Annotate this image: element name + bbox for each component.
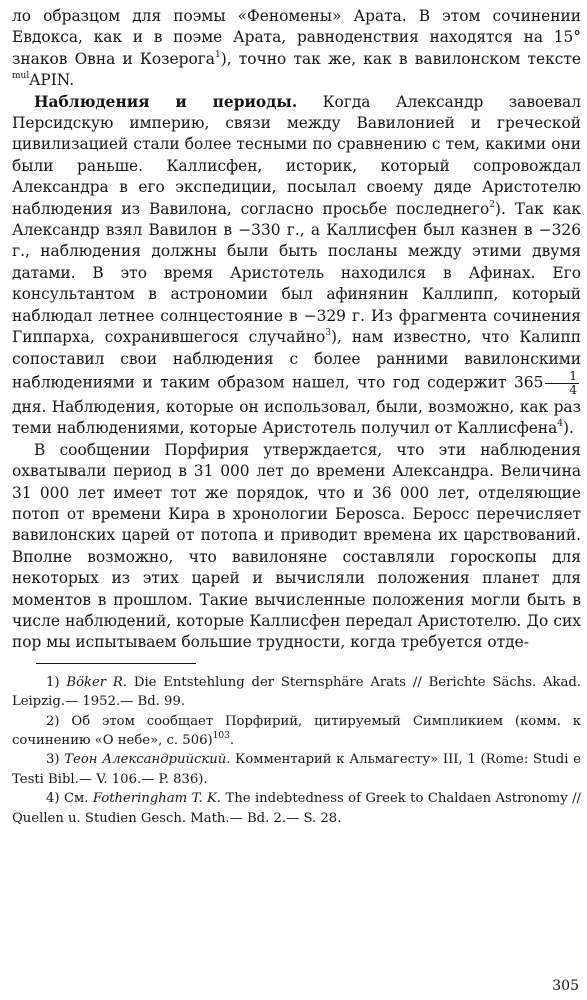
- main-text: [12, 6, 581, 654]
- footnote-ref: 2: [489, 199, 495, 210]
- section-heading: Наблюдения и периоды.: [34, 92, 298, 111]
- text-run: ), точно так же, как в вавилонском тексте: [220, 49, 581, 68]
- footnote-text: Об этом сообщает Порфирий, цитируемый Симпликием (комм. к сочинению «О небе», с. 506): [12, 713, 581, 748]
- footnote-text: .: [229, 733, 235, 748]
- footnote-author: Fotheringham T. K.: [92, 791, 222, 807]
- text-run: дня. Наблюдения, которые он использовал, были, возможно, как раз теми наблюдениями, которые Аристотель получил от Каллисфена: [12, 397, 581, 438]
- footnote-2: [12, 712, 581, 751]
- text-run: ло образцом для поэмы «Феномены» Арата. В этом сочинении Евдокса, как и в поэме Арата, равноденствия находятся на 15° знаков Овна и Козерога: [12, 7, 581, 68]
- footnote-text: Die Entstehlung der Sternsphäre Arats // Berichte Sächs. Akad. Leipzig.— 1952.— Bd. 99.: [12, 674, 581, 710]
- footnote-3: [12, 750, 581, 789]
- fraction: [545, 370, 579, 397]
- footnote-author: Böker R.: [66, 674, 128, 690]
- footnote-1: [12, 673, 581, 712]
- footnote-text: The indebtedness of Greek to Chaldaen Astronomy // Quellen u. Studien Gesch. Math.— Bd. 2.— S. 28.: [12, 791, 581, 826]
- footnote-ref: 1: [214, 49, 221, 60]
- page-number: 305: [552, 978, 579, 994]
- fraction-denominator: 4: [569, 382, 577, 397]
- footnote-divider: [36, 663, 196, 664]
- footnote-ref: 3: [325, 327, 331, 338]
- footnote-mark: 1): [46, 674, 60, 690]
- paragraph-1: [12, 6, 581, 92]
- footnote-mark: 2): [46, 713, 60, 729]
- footnote-text: См.: [59, 791, 93, 807]
- footnote-ref: 103: [212, 730, 230, 741]
- paragraph-3: В сообщении Порфирия утверждается, что эти наблюдения охватывали период в 31 000 лет до времени Александра. Величина 31 000 лет имеет тот же порядок, что и 36 000 лет, отделяющие потоп от времени Кира в хронологии Берosса. Беросс перечисляет вавилонских царей от потопа и приводит времена их царствований. Вполне возможно, что вавилоняне составляли гороскопы для некоторых из этих царей и вычисляли положения планет для моментов в прошлом. Такие вычисленные положения могли быть в числе наблюдений, которые Каллисфен передал Аристотелю. До сих пор мы испытываем большие трудности, когда требуется отде-: [12, 440, 581, 652]
- text-run: APIN.: [29, 71, 75, 90]
- footnote-4: [12, 789, 581, 828]
- paragraph-2: [12, 92, 581, 440]
- footnote-ref: 4: [557, 419, 564, 430]
- text-run: ). Так как Александр взял Вавилон в −330 г., а Каллисфен был казнен в −326 г., наблюдения должны были быть посланы между этими двумя датами. В это время Аристотель находился в Афинах. Его консультантом в астрономии был афинянин Каллипп, который наблюдал летнее солнцестояние в −329 г. Из фрагмента сочинения Гиппарха, сохранившегося случайно: [12, 199, 582, 347]
- superscript-mul: mul: [12, 71, 30, 82]
- footnotes: [12, 673, 581, 828]
- footnote-mark: 4): [46, 791, 60, 807]
- footnote-author: Теон Александрийский.: [64, 752, 231, 768]
- text-run: Когда Александр завоевал Персидскую империю, связи между Вавилонией и греческой цивилизацией стали более тесными по сравнению с тем, какими они были раньше. Каллисфен, историк, который сопровождал Александра в его экспедиции, посылал своему дяде Аристотелю наблюдения из Вавилона, согласно просьбе последнего: [12, 92, 582, 218]
- text-run: ).: [563, 419, 574, 438]
- fraction-numerator: 1: [545, 370, 579, 384]
- footnote-mark: 3): [46, 752, 60, 768]
- footnote-text: Комментарий к Альмагесту» III, 1 (Rome: Studi e Testi Bibl.— V. 106.— P. 836).: [12, 752, 581, 787]
- text-run: ), нам известно, что Калипп сопоставил свои наблюдения с более ранними вавилонскими наблюдениями и таким образом нашел, что год содержит 365: [12, 328, 581, 392]
